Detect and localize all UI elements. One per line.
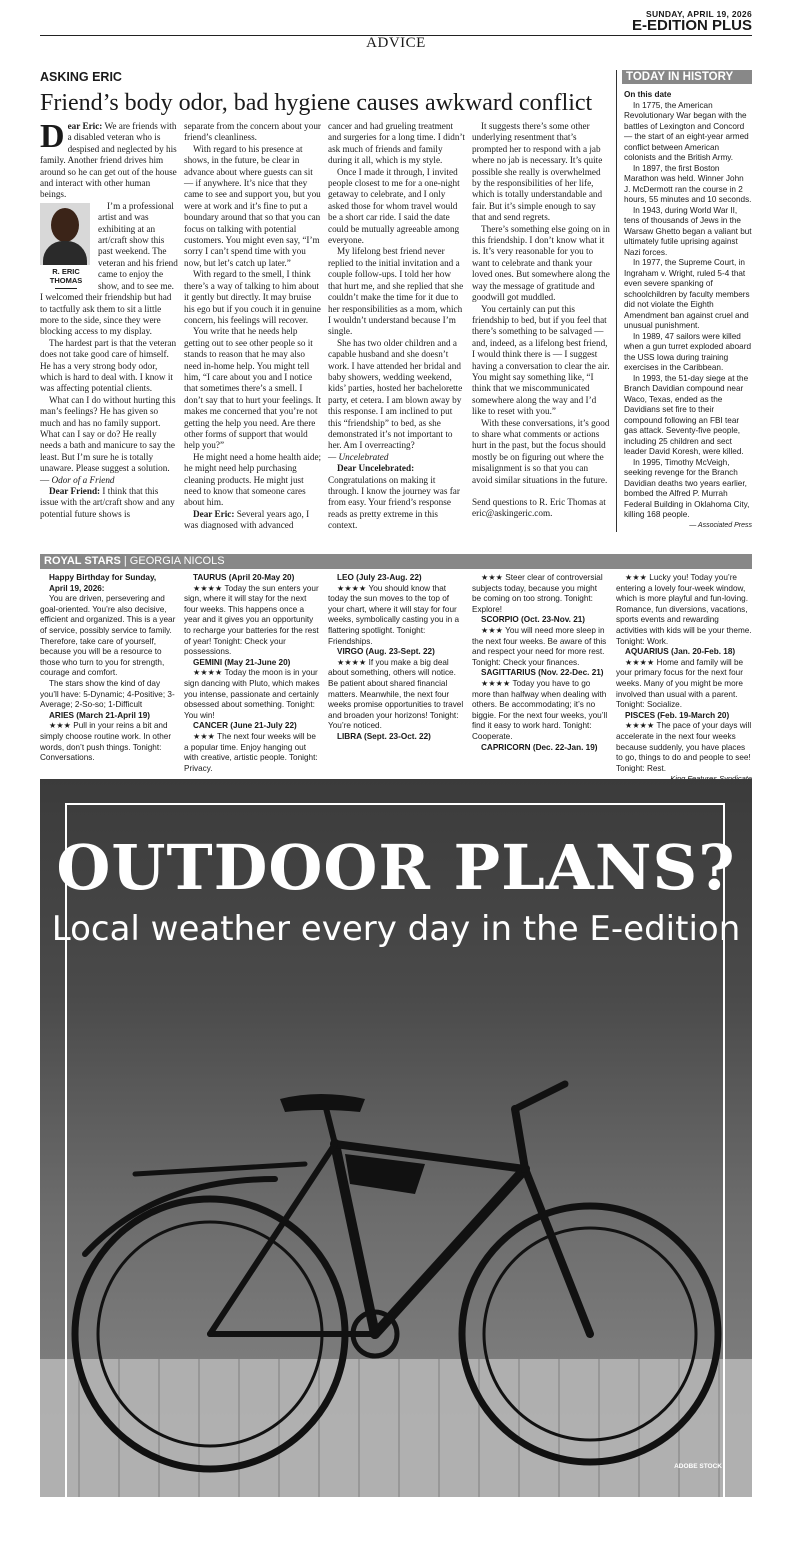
- birthday-head: Happy Birthday for Sunday, April 19, 2026:: [49, 573, 157, 593]
- sign-text: ★★★ Lucky you! Today you’re entering a lovely four-week window, which is more playful and fun-loving. Romance, fun diversions, vacations, sports events and rewarding activities with kids will be your theme. Tonight: Work.: [616, 573, 752, 646]
- paragraph: With these conversations, it’s good to share what comments or actions hurt in the past, but the focus should mostly be on figuring out where the misalignment is so that you can avoid similar situations in the future.: [472, 417, 610, 485]
- paragraph: Dear Eric: Several years ago, I was diagnosed with advanced: [184, 508, 310, 531]
- dropcap: D: [40, 118, 65, 155]
- reply-salutation: Dear Friend:: [49, 486, 101, 496]
- ad-subhead: Local weather every day in the E-edition: [51, 909, 741, 949]
- author-photo: [40, 203, 90, 265]
- sign-name: VIRGO (Aug. 23-Sept. 22): [337, 647, 435, 657]
- salutation: ear Eric:: [67, 121, 103, 131]
- section-title: ADVICE: [366, 35, 426, 51]
- paragraph: Dear Friend: I think that this issue with the art/craft show and any potential future shows is: [40, 486, 175, 519]
- sign-text: ★★★★ The pace of your days will accelerate in the next four weeks because suddenly, you have places to go, things to do and people to see! Tonight: Rest.: [616, 721, 752, 773]
- sidebar-rule: [616, 70, 617, 532]
- edition-date: SUNDAY, APRIL 19, 2026: [646, 9, 752, 19]
- history-credit: — Associated Press: [689, 521, 752, 529]
- history-item: In 1989, 47 sailors were killed when a gun turret exploded aboard the USS Iowa during training exercises in the Caribbean.: [624, 331, 751, 372]
- sign-name: AQUARIUS (Jan. 20-Feb. 18): [625, 647, 736, 657]
- history-sidebar: [624, 90, 752, 531]
- article-column-1: [40, 118, 178, 520]
- sign-text: ★★★ The next four weeks will be a popular time. Enjoy hanging out with creative, artistic people. Tonight: Privacy.: [184, 731, 318, 773]
- byline-rule: [55, 288, 77, 289]
- reply-salutation: Dear Uncelebrated:: [337, 463, 415, 474]
- sign-text: ★★★★ Today the sun enters your sign, where it will stay for the next four weeks. This happens once a year and it gives you an opportunity to recharge your batteries for the rest of year! Tonight: Check your possessions.: [184, 583, 319, 657]
- article-column-2: [184, 121, 322, 532]
- paragraph: With regard to the smell, I think there’s a way of talking to him about it gently but directly. It may bruise his ego but if you couch it in genuine concern, his feelings will recover.: [184, 269, 321, 325]
- sign-text: ★★★★ Today the moon is in your sign dancing with Pluto, which makes you intense, passionate and certainly obsessed about something. Tonight: You win!: [184, 668, 320, 720]
- history-item: In 1943, during World War II, tens of thousands of Jews in the Warsaw Ghetto began a valiant but ultimately futile uprising against Nazi forces.: [624, 205, 752, 257]
- paragraph: She has two older children and a capable husband and she doesn’t work. I have attended her bridal and baby showers, wedding weekend, kids’ parties, hosted her bachelorette party, et cetera. I am blown away by this response. I am inclined to put this “friendship” to bed, as she demonstrated it’s not important to her. Am I overreacting?: [328, 337, 463, 451]
- sign-name: GEMINI (May 21-June 20): [193, 657, 291, 667]
- contact-line: Send questions to R. Eric Thomas at eric@askingeric.com.: [472, 497, 606, 519]
- article-headline: Friend’s body odor, bad hygiene causes awkward conflict: [40, 90, 593, 116]
- sign-name: PISCES (Feb. 19-March 20): [625, 710, 730, 720]
- paragraph: My lifelong best friend never replied to the initial invitation and a couple follow-ups. I told her how that hurt me, and she replied that she couldn’t make the time for it due to her responsibilities as a mom, which I wouldn’t understand because I’m single.: [328, 246, 464, 337]
- history-item: In 1897, the first Boston Marathon was held. Winner John J. McDermott ran the course in 2 hours, 55 minutes and 10 seconds.: [624, 163, 752, 204]
- sign-text: ★★★ Steer clear of controversial subjects today, because you might be coming on too strong. Tonight: Explore!: [472, 573, 603, 614]
- paragraph: Once I made it through, I invited people closest to me for a one-night getaway to celebrate, and I only asked those for whom travel would be a short car ride. I said the date could be mutually agreeable among everyone.: [328, 166, 460, 246]
- paragraph: separate from the concern about your friend’s cleanliness.: [184, 121, 321, 143]
- sign-name: SAGITTARIUS (Nov. 22-Dec. 21): [481, 668, 604, 678]
- edition-brand: E-EDITION PLUS: [631, 17, 752, 34]
- sign-name: CANCER (June 21-July 22): [193, 721, 297, 731]
- article-column-3: [328, 121, 466, 532]
- sign-name: LIBRA (Sept. 23-Oct. 22): [337, 731, 431, 741]
- photo-credit: ADOBE STOCK: [674, 1463, 722, 1470]
- horoscope-column-2: [184, 573, 320, 774]
- letter-salutation: Dear Eric:: [193, 508, 235, 519]
- horoscope-author: GEORGIA NICOLS: [129, 555, 225, 567]
- paragraph: With regard to his presence at shows, in the future, be clear in advance about where guests can sit — if anywhere. It’s nice that they came to see and support you, but you were at work and it’s fine to put a boundary around that so that you can focus on talking with potential customers. You might even say, “I’m sorry I can’t spend time with you now, but let’s catch up later.”: [184, 143, 321, 268]
- paragraph: It suggests there’s some other underlying resentment that’s prompted her to respond with a jab where no jab is necessary. It’s quite possible she really is overwhelmed by the responsibilities of her life, which is totally understandable and fair. But it’s simple enough to say that and send regrets.: [472, 121, 603, 223]
- letter-signoff: — Uncelebrated: [328, 451, 389, 462]
- sign-text: ★★★★ Today you have to go more than halfway when dealing with others. Be accommodating; it’s no biggie. For the next four weeks, you’ll find it easy to work hard. Tonight: Cooperate.: [472, 678, 608, 741]
- sign-name: CAPRICORN (Dec. 22-Jan. 19): [481, 742, 598, 752]
- history-item: In 1775, the American Revolutionary War began with the battles of Lexington and Concord — the start of an eight-year armed conflict between American colonists and the British Army.: [624, 100, 749, 162]
- promo-ad[interactable]: [40, 779, 752, 1497]
- history-item: In 1993, the 51-day siege at the Branch Davidian compound near Waco, Texas, ended as the Davidians set fire to their compound following an FBI tear gas attack. Seventy-five people, including 25 children and sect leader David Koresh, were killed.: [624, 373, 749, 456]
- sign-text: ★★★★ You should know that today the sun moves to the top of your chart, where it will stay for four weeks, symbolically casting you in a flattering spotlight. Tonight: Friendships.: [328, 583, 460, 646]
- history-item: In 1995, Timothy McVeigh, seeking revenge for the Branch Davidian deaths two years earlier, bombed the Alfred P. Murrah Federal Building in Oklahoma City, killing 168 people.: [624, 457, 750, 519]
- paragraph: The hardest part is that the veteran does not take good care of himself. He has a very strong body odor, which is hard to deal with. I know it was affecting potential clients.: [40, 337, 177, 394]
- column-kicker: ASKING ERIC: [40, 70, 122, 84]
- letter-signoff: Odor of a Friend: [51, 474, 115, 485]
- ad-headline: OUTDOOR PLANS?: [56, 831, 736, 904]
- paragraph: What can I do without hurting this man’s feelings? He has given so much and has no family support. What can I say or do? He really needs a bath and manicure to say the least. But I’m sure he is totally unaware. Please suggest a solution. — Odor of a Friend: [40, 394, 176, 485]
- history-subhead: On this date: [624, 90, 672, 99]
- sign-text: ★★★ Pull in your reins a bit and simply choose routine work. In other words, don’t push things. Tonight: Conversations.: [40, 721, 172, 763]
- paragraph: We are friends with a disabled veteran who is despised and neglected by his family. Another friend drives him around so he can get out of the house and interact with other human beings.: [40, 121, 177, 200]
- horoscope-title: ROYAL STARS: [44, 555, 121, 567]
- birthday-text: You are driven, persevering and goal-oriented. You’re also decisive, efficient and organized. This is a year of service, possibly service to family. Therefore, take care of yourself, because you will be a resource to those who turn to you for strength, courage and comfort.: [40, 594, 176, 678]
- sign-name: ARIES (March 21-April 19): [49, 710, 151, 720]
- ad-frame: [65, 803, 725, 1497]
- paragraph: There’s something else going on in this friendship. I don’t know what it is. It’s very reasonable for you to want to celebrate and thank your loved ones. But somewhere along the way the message of gratitude and goodwill got muddled.: [472, 223, 610, 303]
- horoscope-column-3: [328, 573, 464, 743]
- sign-name: TAURUS (April 20-May 20): [193, 573, 295, 582]
- paragraph: You certainly can put this friendship to bed, but if you feel that there’s something to be salvaged — and, indeed, as a lifelong best friend, I would think there is — I suggest having a conversation to clear the air. You might say something like, “I think that we miscommunicated somewhere along the way and I’d like to reset with you.”: [472, 303, 610, 417]
- paragraph: He might need a home health aide; he might need help purchasing cleaning products. He might just need to know that someone cares about him.: [184, 451, 322, 508]
- byline: R. ERIC THOMAS: [49, 266, 83, 285]
- horoscope-header: ROYAL STARS | GEORGIA NICOLS: [40, 554, 752, 569]
- horoscope-column-5: [616, 573, 752, 785]
- article-column-4: [472, 121, 610, 520]
- sign-text: ★★★★ Home and family will be your primary focus for the next four weeks. Many of you might be more involved than usual with a parent. Tonight: Socialize.: [616, 657, 744, 710]
- paragraph: Dear Uncelebrated: Congratulations on making it through. I know the journey was far from easy. Your friend’s response reads as pretty extreme in this context.: [328, 463, 460, 531]
- sign-name: SCORPIO (Oct. 23-Nov. 21): [481, 615, 586, 625]
- horoscope-column-1: [40, 573, 176, 764]
- horoscope-column-4: [472, 573, 608, 753]
- sign-name: LEO (July 23-Aug. 22): [337, 573, 422, 582]
- history-title: TODAY IN HISTORY: [622, 70, 752, 84]
- paragraph: cancer and had grueling treatment and surgeries for a long time. I didn’t ask much of friends and family during it all, which is my style.: [328, 121, 465, 166]
- paragraph: You write that he needs help getting out to see other people so it stands to reason that he may also need in-home help. You might tell him, “I care about you and I notice that sometimes there’s a smell. I don’t say that to hurt your feelings. It makes me concerned that you’re not getting the help you need. Are there other forms of support that would help you?”: [184, 326, 322, 451]
- paragraph: I’m a professional artist and was exhibiting at an art/craft show this past weekend. The veteran and his friend came to enjoy the show, and to see me. I welcomed their friendship but had to tactfully ask them to sit a little more to the side, since they were blocking access to my display.: [40, 200, 178, 337]
- history-item: In 1977, the Supreme Court, in Ingraham v. Wright, ruled 5-4 that even severe spanking of schoolchildren by faculty members did not violate the Eighth Amendment ban against cruel and unusual punishment.: [624, 258, 750, 330]
- author-photo-block: [40, 203, 92, 289]
- star-key: The stars show the kind of day you’ll have: 5-Dynamic; 4-Positive; 3-Average; 2-So-so; 1-Difficult: [40, 678, 175, 710]
- sign-text: ★★★★ If you make a big deal about something, others will notice. Be patient about shared financial matters. Meanwhile, the next four weeks promise opportunities to travel and broaden your horizons! Tonight: You’re noticed.: [328, 657, 464, 731]
- sign-text: ★★★ You will need more sleep in the next four weeks. Be aware of this and respect your need for more rest. Tonight: Check your finances.: [472, 625, 607, 667]
